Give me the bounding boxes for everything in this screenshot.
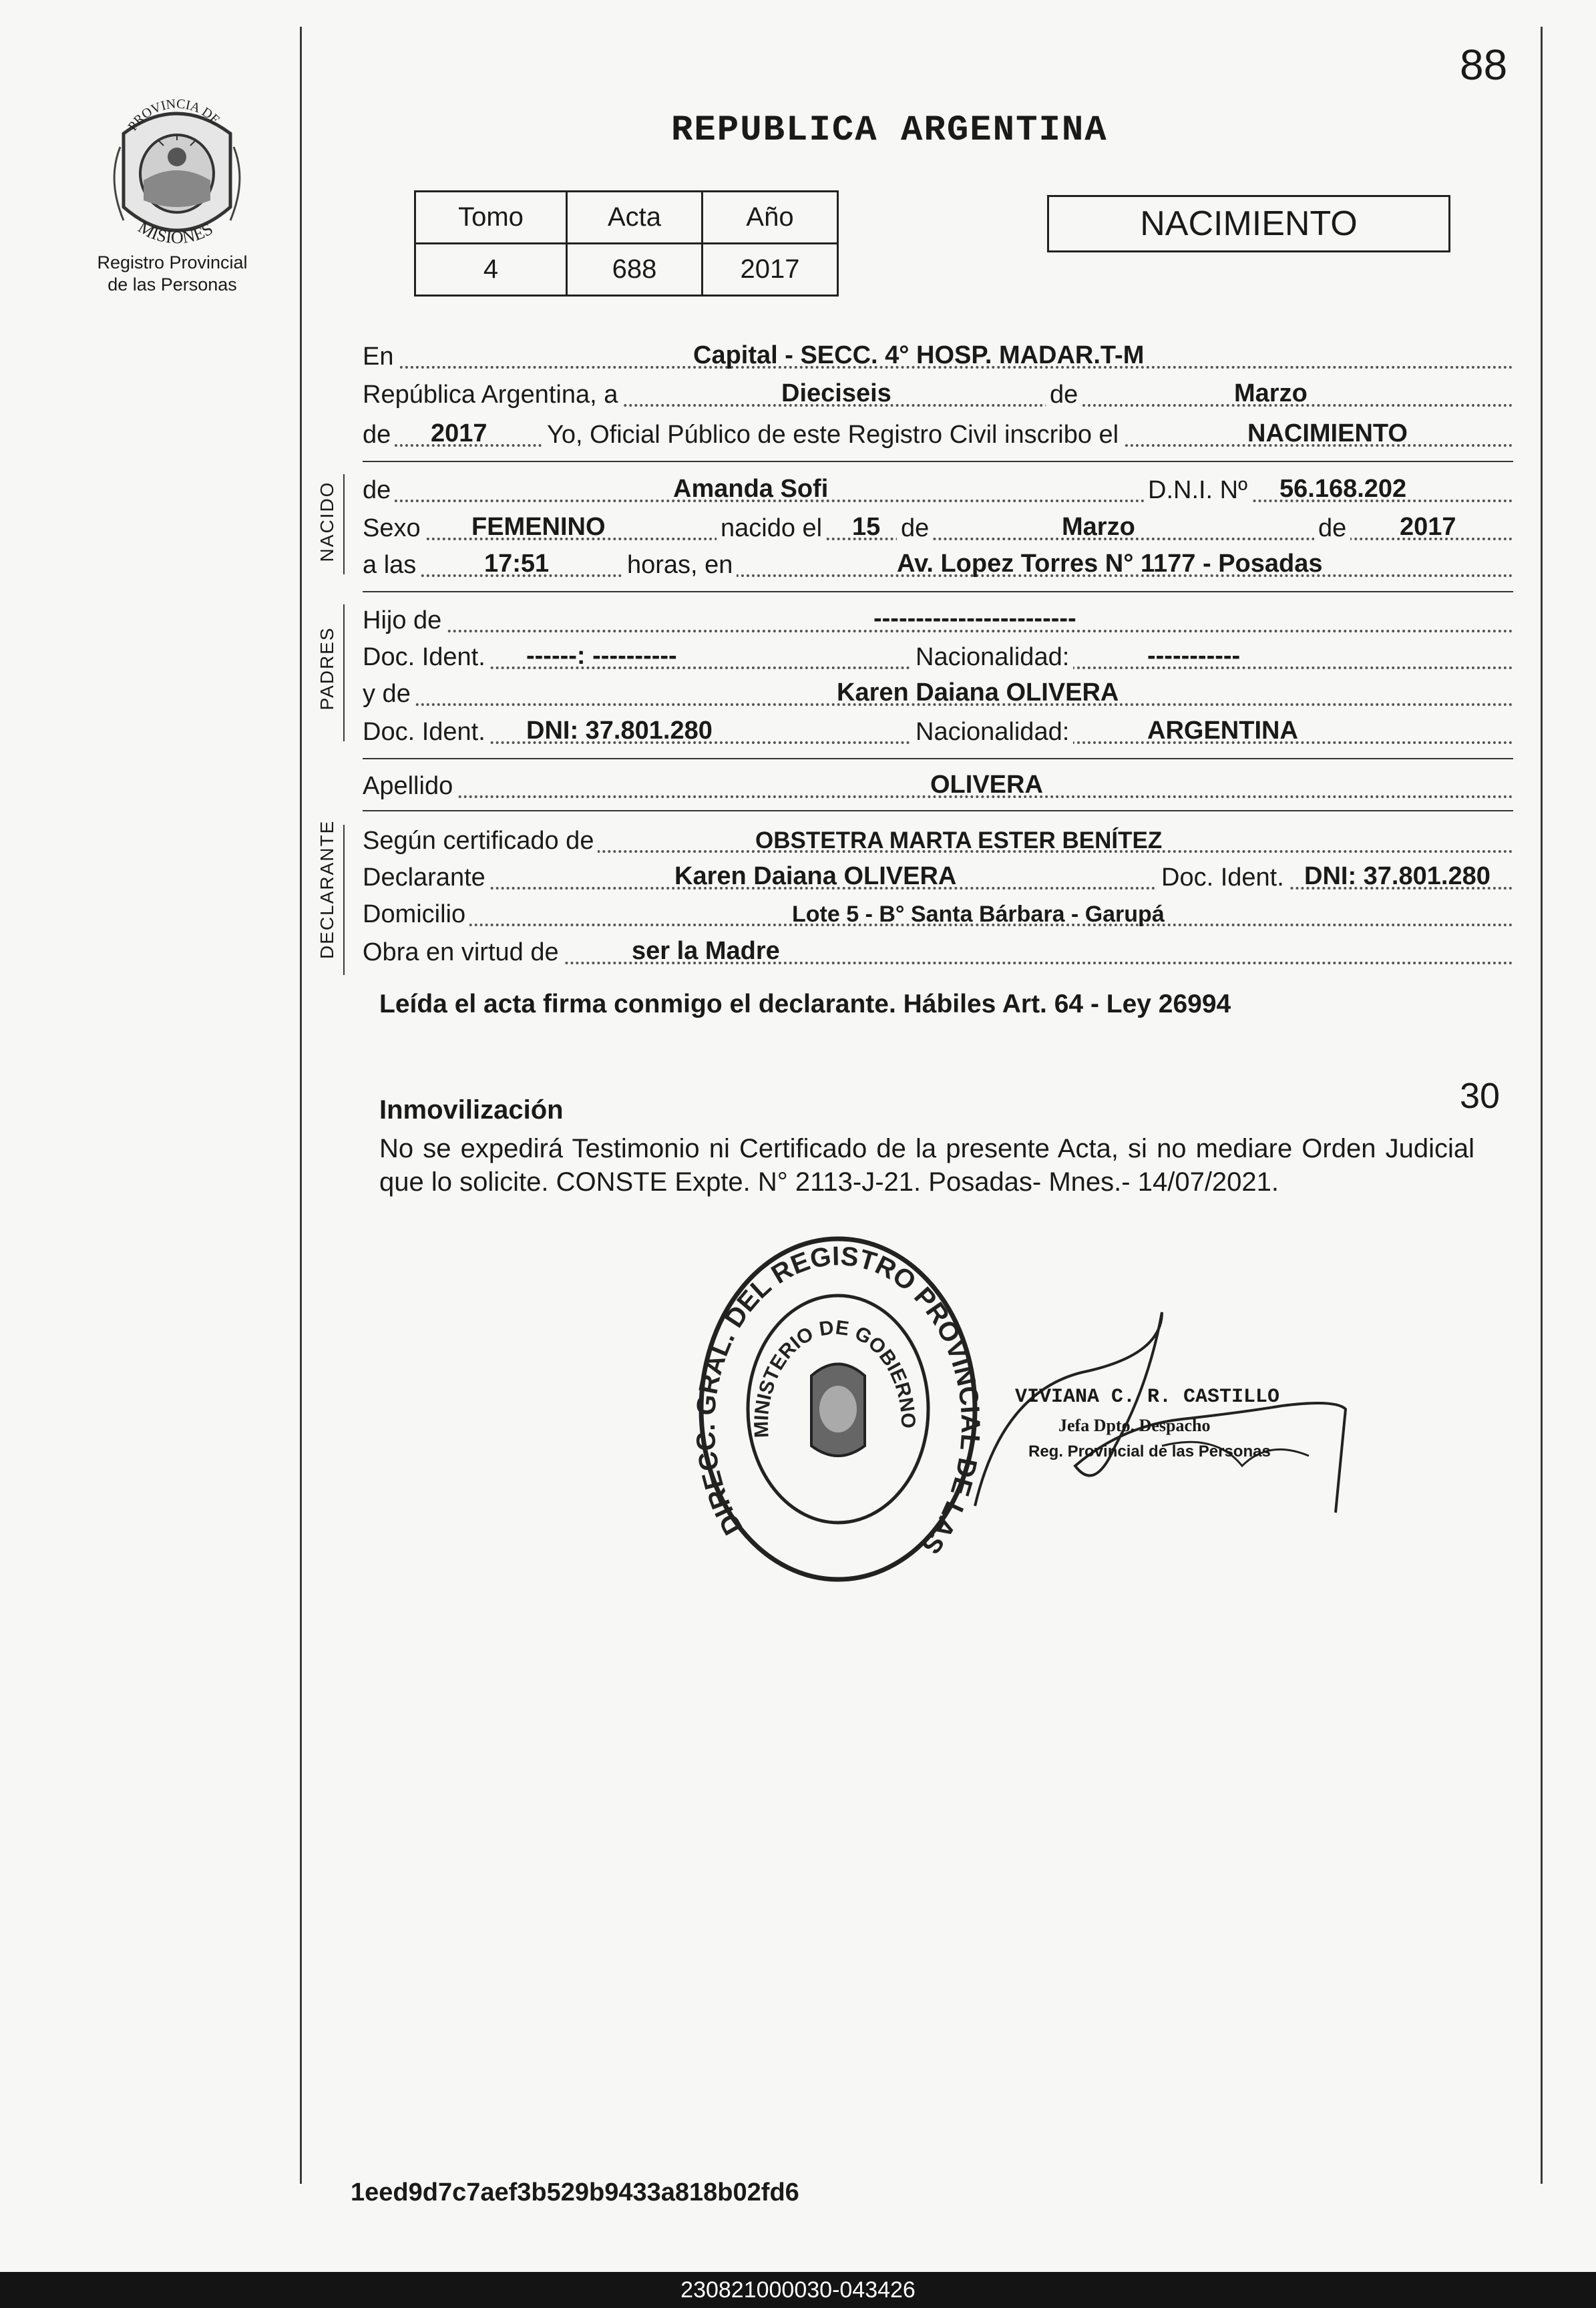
label-de-anio: de (363, 421, 395, 449)
row-y-de (363, 678, 1513, 713)
registry-header-acta: Acta (567, 192, 703, 244)
svg-text:MISIONES: MISIONES (134, 217, 216, 247)
value-declarante: Karen Daiana OLIVERA (674, 862, 957, 890)
value-obra: ser la Madre (632, 937, 780, 965)
row-madre-doc (363, 716, 1513, 751)
label-doc-ident-madre: Doc. Ident. (363, 718, 489, 747)
label-de-nombre: de (363, 476, 395, 505)
signature-office: Reg. Provincial de las Personas (1028, 1442, 1271, 1461)
value-anio: 2017 (431, 419, 487, 447)
registry-value-tomo: 4 (415, 244, 567, 296)
left-margin-line (300, 27, 302, 2184)
value-hora: 17:51 (484, 550, 550, 578)
label-de-anio-nac: de (1314, 514, 1350, 543)
value-madre-doc: DNI: 37.801.280 (526, 717, 713, 745)
label-declarante: Declarante (363, 863, 489, 892)
registry-value-anio: 2017 (703, 244, 838, 296)
label-domicilio: Domicilio (363, 900, 469, 929)
record-type-box: NACIMIENTO (1047, 195, 1450, 252)
value-lugar-nac: Av. Lopez Torres N° 1177 - Posadas (897, 550, 1323, 578)
label-a-las: a las (363, 551, 420, 580)
seal-outer-text: DIRECC. GRAL. DEL REGISTRO PROVINCIAL DE LAS (691, 1241, 985, 1560)
label-hijo-de: Hijo de (363, 606, 445, 635)
row-padre-doc (363, 641, 1513, 676)
label-de-mes: de (897, 514, 933, 543)
page-number: 88 (1460, 41, 1508, 89)
registry-value-acta: 688 (567, 244, 703, 296)
label-sexo: Sexo (363, 514, 425, 543)
label-nacido: nacido el (717, 514, 826, 543)
separator (363, 810, 1513, 811)
side-label-nacido: NACIDO (317, 481, 337, 562)
separator (363, 758, 1513, 759)
label-republica: República Argentina, a (363, 381, 622, 409)
row-hora (363, 549, 1513, 584)
footer-code: 230821000030-043426 (680, 2277, 916, 2303)
declarante-bracket (343, 825, 345, 975)
org-line-1: Registro Provincial (97, 252, 248, 272)
label-horas: horas, en (623, 551, 737, 580)
value-nac-dia: 15 (852, 513, 881, 541)
value-padre-doc: ------: ---------- (526, 642, 677, 670)
value-dni: 56.168.202 (1279, 475, 1407, 503)
separator (363, 591, 1513, 592)
inmovilizacion-text: No se expedirá Testimonio ni Certificado de la presente Acta, si no mediare Orden Judicial que lo solicite. CONSTE Expte. N° 2113-J-21. Posadas- Mnes.- 14/07/2021. (379, 1134, 1474, 1197)
value-certificado: OBSTETRA MARTA ESTER BENÍTEZ (755, 827, 1163, 853)
row-obra (363, 936, 1513, 971)
row-domicilio (363, 898, 1513, 933)
row-en (363, 341, 1513, 375)
registry-header-row (415, 192, 838, 244)
signature-role: Jefa Dpto. Despacho (1058, 1416, 1211, 1435)
side-label-padres: PADRES (317, 626, 337, 711)
side-label-declarante: DECLARANTE (317, 819, 337, 959)
value-nac-mes: Marzo (1062, 513, 1135, 541)
official-seal (691, 1232, 985, 1586)
note-number: 30 (1460, 1076, 1501, 1116)
value-lugar: Capital - SECC. 4° HOSP. MADAR.T-M (693, 341, 1145, 369)
footer-code-bar (0, 2272, 1596, 2308)
right-margin-line (1541, 27, 1543, 2184)
row-yo (363, 419, 1513, 453)
label-apellido: Apellido (363, 772, 457, 801)
label-doc-ident-declarante: Doc. Ident. (1157, 863, 1288, 892)
closing-statement: Leída el acta firma conmigo el declarante. Hábiles Art. 64 - Ley 26994 (379, 990, 1231, 1018)
label-doc-ident: Doc. Ident. (363, 643, 489, 672)
row-nombre (363, 474, 1513, 509)
registry-header-tomo: Tomo (415, 192, 567, 244)
registry-value-row (415, 244, 838, 296)
label-de: de (1046, 381, 1082, 409)
label-nacionalidad-madre: Nacionalidad: (912, 718, 1073, 747)
row-apellido (363, 770, 1513, 805)
label-obra: Obra en virtud de (363, 938, 563, 967)
value-padre-nac: ----------- (1147, 642, 1241, 670)
label-yo: Yo, Oficial Público de este Registro Civil inscribo el (543, 421, 1123, 449)
separator (363, 461, 1513, 462)
value-apellido: OLIVERA (930, 771, 1043, 799)
document-hash: 1eed9d7c7aef3b529b9433a818b02fd6 (351, 2178, 799, 2206)
value-domicilio: Lote 5 - B° Santa Bárbara - Garupá (792, 902, 1165, 927)
value-mes: Marzo (1234, 379, 1308, 407)
value-declarante-doc: DNI: 37.801.280 (1304, 862, 1490, 890)
registry-table (414, 190, 839, 297)
nacido-bracket (343, 474, 345, 574)
label-segun: Según certificado de (363, 827, 598, 855)
label-nacionalidad: Nacionalidad: (912, 643, 1073, 672)
value-padre: ------------------------ (873, 604, 1076, 632)
value-nac-anio: 2017 (1400, 513, 1456, 541)
province-emblem (104, 93, 250, 247)
value-sexo: FEMENINO (471, 513, 606, 541)
value-madre: Karen Daiana OLIVERA (837, 679, 1119, 707)
org-line-2: de las Personas (108, 274, 237, 295)
value-acto: NACIMIENTO (1247, 419, 1408, 447)
row-declarante (363, 861, 1513, 896)
signature-name: VIVIANA C. R. CASTILLO (1015, 1386, 1280, 1408)
label-y-de: y de (363, 680, 415, 709)
label-en: En (363, 343, 397, 371)
org-name (72, 252, 272, 296)
row-segun (363, 825, 1513, 859)
label-dni: D.N.I. Nº (1144, 476, 1251, 505)
inmovilizacion-title: Inmovilización (379, 1095, 564, 1125)
row-republica (363, 379, 1513, 413)
value-nombre: Amanda Sofi (673, 475, 829, 503)
row-sexo (363, 512, 1513, 547)
document-title: REPUBLICA ARGENTINA (671, 110, 1108, 151)
row-hijo-de (363, 604, 1513, 639)
seal-inner-text: MINISTERIO DE GOBIERNO (750, 1316, 920, 1438)
value-dia: Dieciseis (781, 379, 891, 407)
value-madre-nac: ARGENTINA (1147, 717, 1298, 745)
padres-bracket (343, 604, 345, 741)
registry-header-anio: Año (703, 192, 838, 244)
coat-of-arms-icon (104, 93, 250, 247)
seal-icon (691, 1232, 985, 1586)
svg-text:PROVINCIA DE: PROVINCIA DE (125, 96, 223, 134)
signature (962, 1292, 1376, 1573)
